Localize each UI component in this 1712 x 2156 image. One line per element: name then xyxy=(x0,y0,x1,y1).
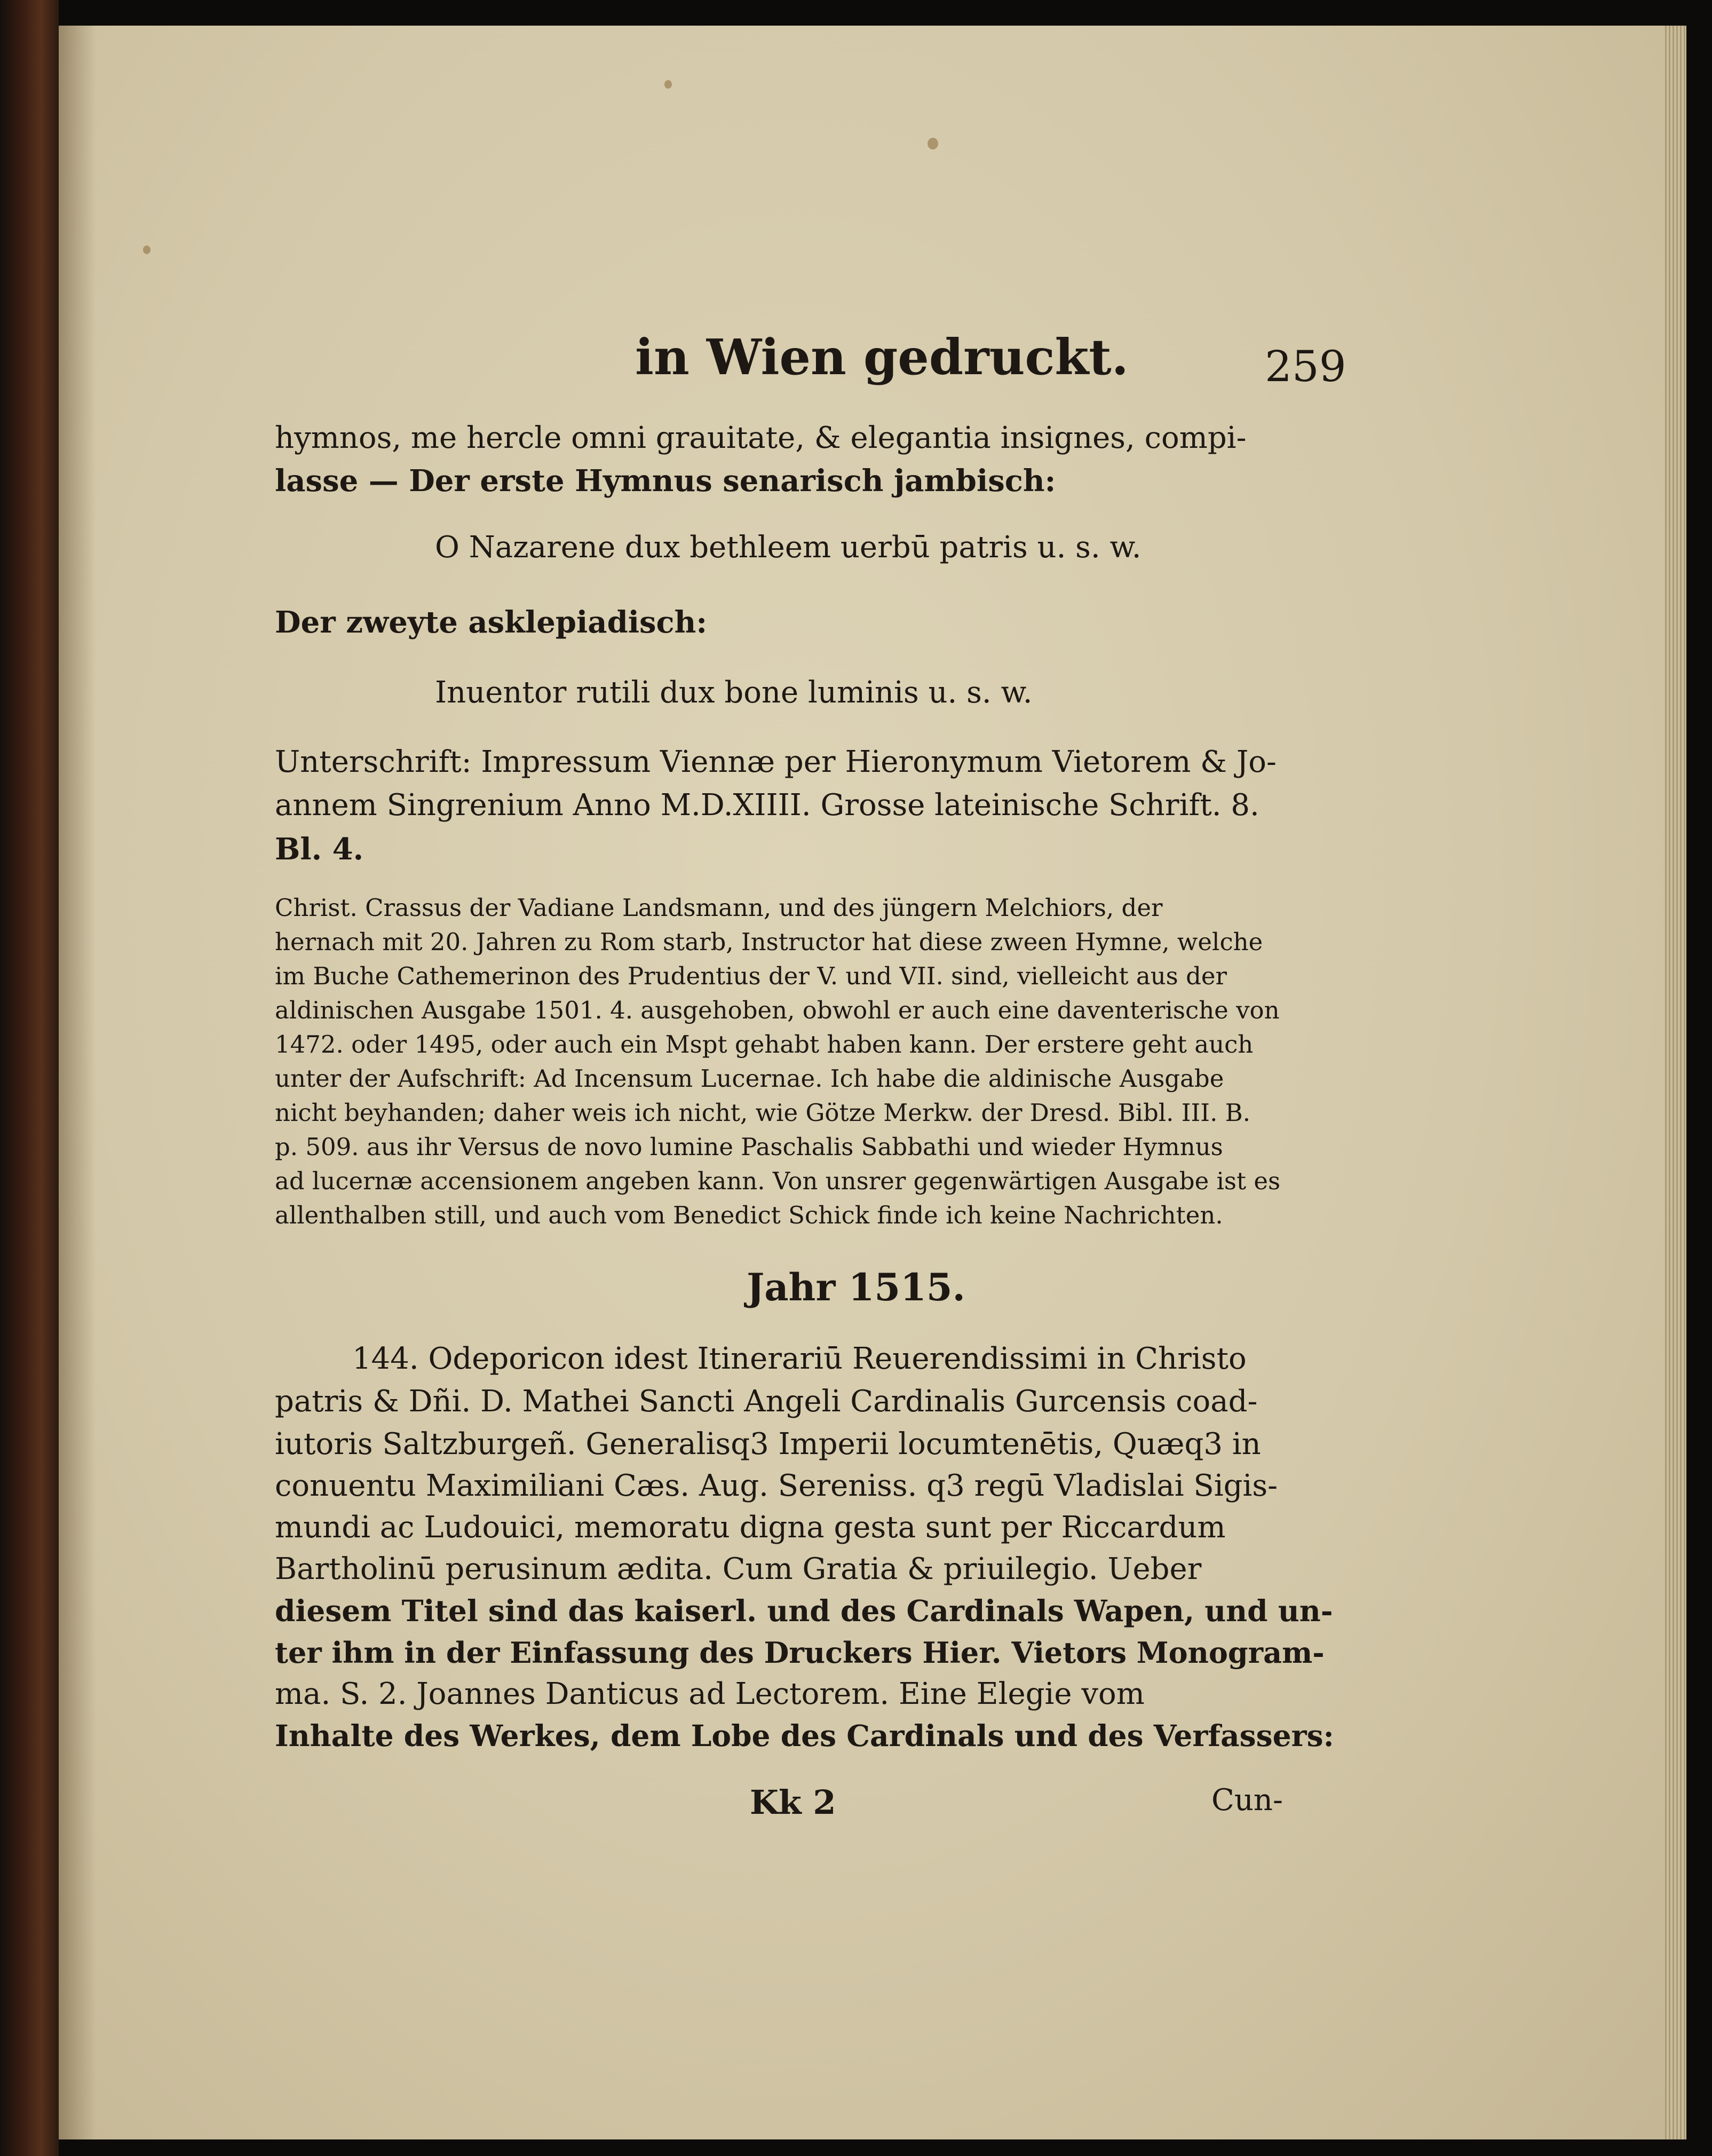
note-line: hernach mit 20. Jahren zu Rom starb, Instructor hat diese zween Hymne, welche xyxy=(275,928,1263,956)
catchword: Cun- xyxy=(1211,1783,1283,1818)
note-line: nicht beyhanden; daher weis ich nicht, wie Götze Merkw. der Dresd. Bibl. III. B. xyxy=(275,1099,1251,1127)
entry-line: conuentu Maximiliani Cæs. Aug. Sereniss. q3 regū Vladislai Sigis- xyxy=(275,1468,1278,1503)
text-line: hymnos, me hercle omni grauitate, & elegantia insignes, compi- xyxy=(275,421,1247,455)
foxing-spot xyxy=(928,138,938,149)
page-number: 259 xyxy=(1265,342,1346,391)
section-heading: Jahr 1515. xyxy=(747,1265,965,1309)
text-line: Der zweyte asklepiadisch: xyxy=(275,605,708,640)
note-line: allenthalben still, und auch vom Benedict Schick finde ich keine Nachrichten. xyxy=(275,1201,1223,1229)
page-fore-edge xyxy=(1665,26,1686,2139)
running-head-title: in Wien gedruckt. xyxy=(635,328,1129,386)
verse-line: O Nazarene dux bethleem uerbū patris u. s. w. xyxy=(435,530,1142,565)
note-line: im Buche Cathemerinon des Prudentius der V. und VII. sind, vielleicht aus der xyxy=(275,962,1227,990)
entry-line: Inhalte des Werkes, dem Lobe des Cardinals und des Verfassers: xyxy=(275,1718,1334,1753)
note-line: ad lucernæ accensionem angeben kann. Von unsrer gegenwärtigen Ausgabe ist es xyxy=(275,1167,1281,1195)
note-line: p. 509. aus ihr Versus de novo lumine Paschalis Sabbathi und wieder Hymnus xyxy=(275,1133,1223,1161)
entry-line: diesem Titel sind das kaiserl. und des Cardinals Wapen, und un- xyxy=(275,1593,1333,1628)
book-cover-edge xyxy=(0,0,59,2156)
entry-line: iutoris Saltzburgeñ. Generalisq3 Imperii locumtenētis, Quæq3 in xyxy=(275,1427,1261,1462)
note-line: Christ. Crassus der Vadiane Landsmann, und des jüngern Melchiors, der xyxy=(275,894,1163,922)
text-line: Unterschrift: Impressum Viennæ per Hieronymum Vietorem & Jo- xyxy=(275,745,1277,779)
signature-mark: Kk 2 xyxy=(750,1783,836,1822)
note-line: unter der Aufschrift: Ad Incensum Lucernae. Ich habe die aldinische Ausgabe xyxy=(275,1064,1224,1093)
entry-line: ma. S. 2. Joannes Danticus ad Lectorem. Eine Elegie vom xyxy=(275,1677,1145,1711)
page-gutter-shadow xyxy=(59,26,96,2139)
entry-line: Bartholinū perusinum ædita. Cum Gratia & priuilegio. Ueber xyxy=(275,1552,1202,1586)
entry-line: 144. Odeporicon idest Itinerariū Reuerendissimi in Christo xyxy=(352,1341,1247,1376)
foxing-spot xyxy=(143,246,150,254)
entry-line: patris & Dñi. D. Mathei Sancti Angeli Cardinalis Gurcensis coad- xyxy=(275,1384,1258,1419)
text-line: Bl. 4. xyxy=(275,832,364,867)
text-line: annem Singrenium Anno M.D.XIIII. Grosse lateinische Schrift. 8. xyxy=(275,788,1259,823)
note-line: aldinischen Ausgabe 1501. 4. ausgehoben, obwohl er auch eine daventerische von xyxy=(275,996,1280,1024)
entry-line: ter ihm in der Einfassung des Druckers Hier. Vietors Monogram- xyxy=(275,1636,1325,1670)
text-line: lasse — Der erste Hymnus senarisch jambisch: xyxy=(275,463,1056,499)
note-line: 1472. oder 1495, oder auch ein Mspt gehabt haben kann. Der erstere geht auch xyxy=(275,1030,1254,1059)
foxing-spot xyxy=(664,80,672,89)
entry-line: mundi ac Ludouici, memoratu digna gesta sunt per Riccardum xyxy=(275,1510,1226,1545)
verse-line: Inuentor rutili dux bone luminis u. s. w. xyxy=(435,675,1033,710)
